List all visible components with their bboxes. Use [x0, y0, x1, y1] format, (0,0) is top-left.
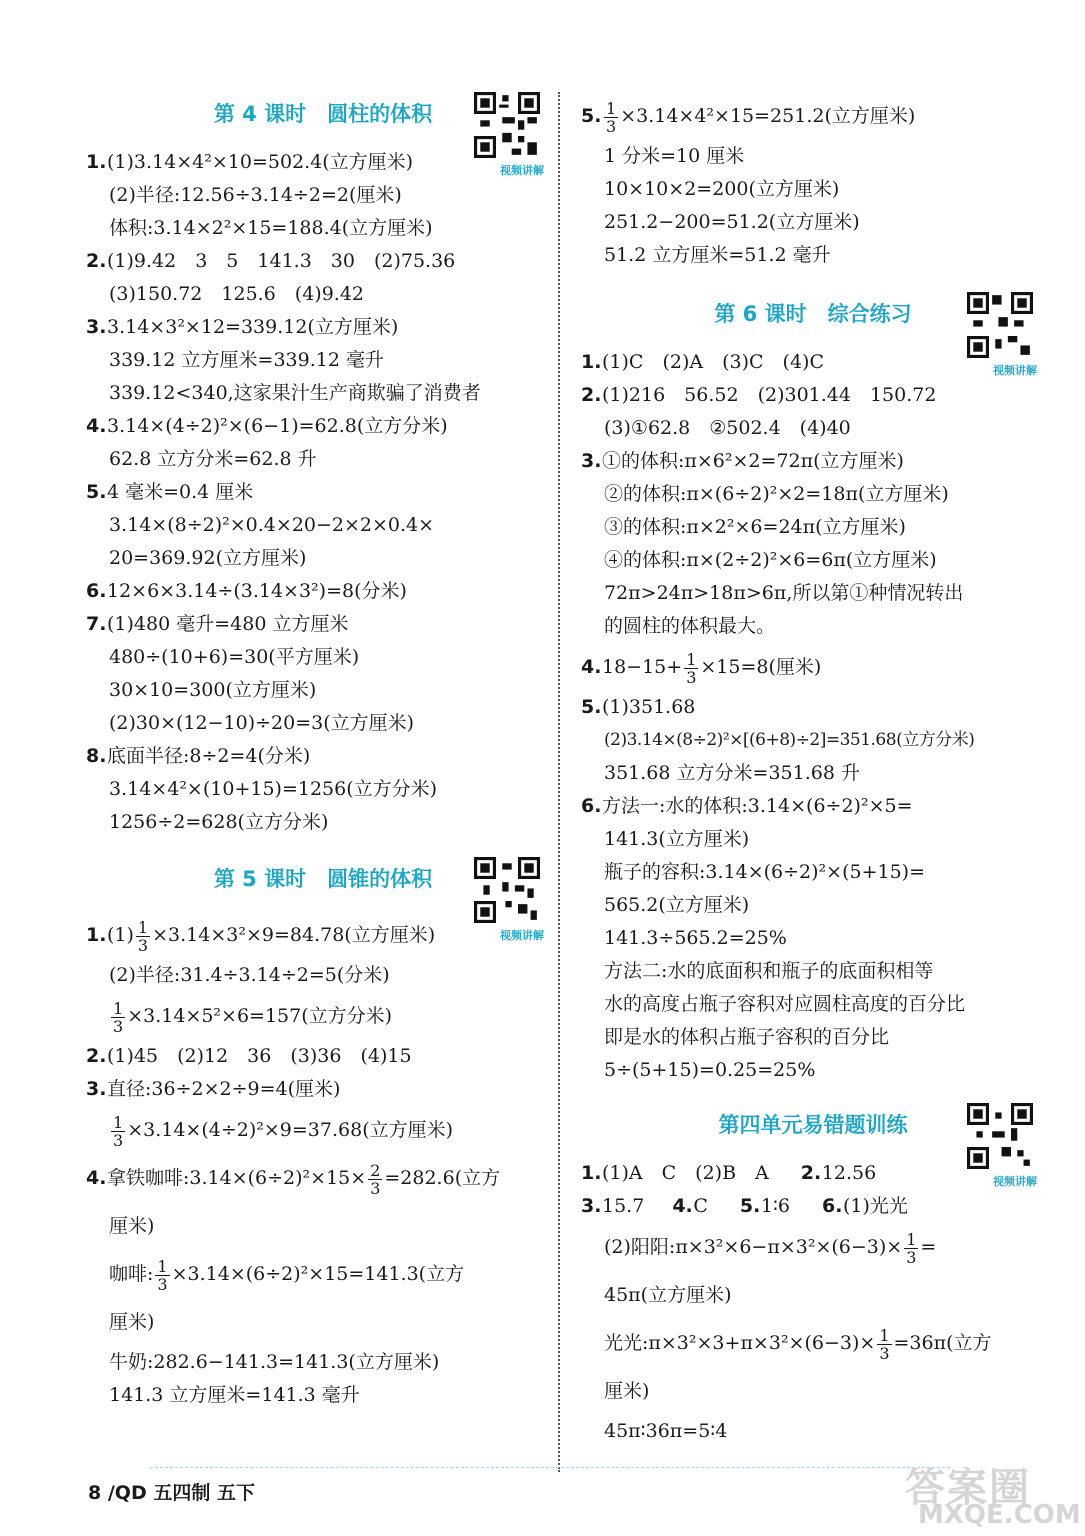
answer-line: 2.(1)45 (2)12 36 (3)36 (4)15 — [86, 1045, 412, 1067]
answer-line: 厘米) — [604, 1380, 650, 1402]
answer-line: 45π∶36π=5∶4 — [604, 1420, 728, 1442]
answer-line: (2)阳阳:π×3²×6−π×3²×(6−3)× $\frac{1}{3}$ = — [604, 1229, 937, 1267]
qr-label: 视频讲解 — [993, 364, 1037, 377]
answer-line: 1.(1)A C (2)B A 2.12.56 — [581, 1162, 877, 1184]
answer-line: ②的体积:π×(6÷2)²×2=18π(立方厘米) — [604, 483, 949, 505]
answer-line: 51.2 立方厘米=51.2 毫升 — [604, 244, 831, 266]
answer-line: 339.12<340,这家果汁生产商欺骗了消费者 — [109, 382, 481, 404]
answer-line: 3.15.7 4.C 5.1∶6 6.(1)光光 — [581, 1195, 908, 1217]
answer-line: 141.3(立方厘米) — [604, 828, 750, 850]
watermark-url: MXQE.COM — [918, 1500, 1081, 1530]
answer-line: $\frac{1}{3}$ ×3.14×5²×6=157(立方分米) — [113, 998, 393, 1036]
answer-line: 1256÷2=628(立方分米) — [109, 811, 329, 833]
answer-line: ③的体积:π×2²×6=24π(立方厘米) — [604, 516, 906, 538]
page-footer — [88, 1478, 255, 1505]
answer-line: 5.(1)351.68 — [581, 696, 696, 718]
section-heading-unit-4-errors: 第四单元易错题训练 视频讲解 — [583, 1091, 1043, 1157]
answer-line: 光光:π×3²×3+π×3²×(6−3)× $\frac{1}{3}$ =36π(立方 — [604, 1325, 992, 1363]
answer-line: 351.68 立方分米=351.68 升 — [604, 762, 860, 784]
section-heading-lesson-4: 第 4 课时 圆柱的体积 视频讲解 — [88, 80, 558, 146]
fraction: $\frac{1}{3}$ — [113, 998, 124, 1036]
qr-label: 视频讲解 — [500, 164, 544, 177]
qr-label: 视频讲解 — [993, 1175, 1037, 1188]
answer-line: 厘米) — [109, 1311, 155, 1333]
fraction: $\frac{1}{3}$ — [686, 649, 697, 687]
answer-line: 体积:3.14×2²×15=188.4(立方厘米) — [109, 217, 433, 239]
watermark-text: 答案圈 — [905, 1465, 1031, 1511]
answer-line: 6.12×6×3.14÷(3.14×3²)=8(分米) — [86, 580, 407, 602]
answer-line: 141.3 立方厘米=141.3 毫升 — [109, 1384, 360, 1406]
answer-line: 4.18−15+ $\frac{1}{3}$ ×15=8(厘米) — [581, 649, 822, 687]
qr-code-icon[interactable] — [967, 1103, 1033, 1169]
answer-line: 3.3.14×3²×12=339.12(立方厘米) — [86, 316, 399, 338]
footer-label: /QD 五四制 五下 — [107, 1482, 255, 1504]
answer-line: 瓶子的容积:3.14×(6÷2)²×(5+15)= — [604, 861, 926, 883]
answer-line: 10×10×2=200(立方厘米) — [604, 178, 840, 200]
answer-line: 1 分米=10 厘米 — [604, 145, 745, 167]
answer-line: 8.底面半径:8÷2=4(分米) — [86, 745, 311, 767]
answer-line: (2)30×(12−10)÷20=3(立方厘米) — [109, 712, 415, 734]
answer-line: 咖啡: $\frac{1}{3}$ ×3.14×(6÷2)²×15=141.3(立方 — [109, 1256, 465, 1294]
answer-line: 141.3÷565.2=25% — [604, 927, 787, 949]
answer-line: 牛奶:282.6−141.3=141.3(立方厘米) — [109, 1351, 440, 1373]
answer-line: 5÷(5+15)=0.25=25% — [604, 1059, 816, 1081]
answer-line: 的圆柱的体积最大。 — [604, 615, 776, 637]
answer-line: 1.(1)3.14×4²×10=502.4(立方厘米) — [86, 151, 414, 173]
answer-line: 45π(立方厘米) — [604, 1284, 732, 1306]
answer-line: 565.2(立方厘米) — [604, 894, 750, 916]
answer-line: 480÷(10+6)=30(平方厘米) — [109, 646, 360, 668]
answer-line: 20=369.92(立方厘米) — [109, 547, 307, 569]
answer-line: $\frac{1}{3}$ ×3.14×(4÷2)²×9=37.68(立方厘米) — [113, 1112, 454, 1150]
fraction: $\frac{1}{3}$ — [906, 1229, 917, 1267]
qr-code-icon[interactable] — [967, 292, 1033, 358]
answer-line: (3)①62.8 ②502.4 (4)40 — [604, 417, 851, 439]
section-heading-lesson-5: 第 5 课时 圆锥的体积 视频讲解 — [88, 845, 558, 911]
answer-line: 方法二:水的底面积和瓶子的底面积相等 — [604, 960, 934, 982]
answer-line: 1.(1)C (2)A (3)C (4)C — [581, 351, 824, 373]
answer-line: 4.3.14×(4÷2)²×(6−1)=62.8(立方分米) — [86, 415, 448, 437]
answer-line: 3.14×4²×(10+15)=1256(立方分米) — [109, 778, 438, 800]
answer-line: 7.(1)480 毫升=480 立方厘米 — [86, 613, 349, 635]
page-number: 8 — [88, 1482, 102, 1504]
answer-line: (2)3.14×(8÷2)²×[(6+8)÷2]=351.68(立方分米) — [604, 730, 975, 750]
answer-line: 3.①的体积:π×6²×2=72π(立方厘米) — [581, 450, 904, 472]
fraction: $\frac{2}{3}$ — [370, 1160, 381, 1198]
right-column — [583, 92, 1043, 1448]
answer-line: 1.(1) $\frac{1}{3}$ ×3.14×3²×9=84.78(立方厘米) — [86, 917, 436, 955]
fraction: $\frac{1}{3}$ — [137, 917, 149, 955]
answer-line: (2)半径:12.56÷3.14÷2=2(厘米) — [109, 184, 402, 206]
answer-line: 72π>24π>18π>6π,所以第①种情况转出 — [604, 582, 964, 604]
answer-line: 62.8 立方分米=62.8 升 — [109, 448, 317, 470]
answer-line: 251.2−200=51.2(立方厘米) — [604, 211, 860, 233]
answer-line: 5. $\frac{1}{3}$ ×3.14×4²×15=251.2(立方厘米) — [581, 98, 916, 136]
answer-line: ④的体积:π×(2÷2)²×6=6π(立方厘米) — [604, 549, 937, 571]
qr-label: 视频讲解 — [500, 929, 544, 942]
answer-line: 2.(1)216 56.52 (2)301.44 150.72 — [581, 384, 937, 406]
answer-line: (3)150.72 125.6 (4)9.42 — [109, 283, 365, 305]
qr-code-icon[interactable] — [474, 92, 540, 158]
qr-code-icon[interactable] — [474, 857, 540, 923]
answer-line: (2)半径:31.4÷3.14÷2=5(分米) — [109, 964, 390, 986]
answer-line: 339.12 立方厘米=339.12 毫升 — [109, 349, 384, 371]
fraction: $\frac{1}{3}$ — [606, 98, 617, 136]
answer-line: 30×10=300(立方厘米) — [109, 679, 317, 701]
answer-line: 4.拿铁咖啡:3.14×(6÷2)²×15× $\frac{2}{3}$ =282.6(立方 — [86, 1160, 501, 1198]
column-divider — [558, 92, 560, 1472]
answer-line: 6.方法一:水的体积:3.14×(6÷2)²×5= — [581, 795, 913, 817]
fraction: $\frac{1}{3}$ — [157, 1256, 168, 1294]
left-column — [88, 80, 558, 1412]
answer-line: 5.4 毫米=0.4 厘米 — [86, 481, 254, 503]
answer-line: 2.(1)9.42 3 5 141.3 30 (2)75.36 — [86, 250, 456, 272]
footer-rule — [150, 1467, 950, 1468]
fraction: $\frac{1}{3}$ — [879, 1325, 890, 1363]
answer-line: 即是水的体积占瓶子容积的百分比 — [604, 1026, 890, 1048]
answer-line: 3.直径:36÷2×2÷9=4(厘米) — [86, 1078, 341, 1100]
fraction: $\frac{1}{3}$ — [113, 1112, 124, 1150]
section-heading-lesson-6: 第 6 课时 综合练习 视频讲解 — [583, 280, 1043, 346]
answer-line: 厘米) — [109, 1215, 155, 1237]
answer-line: 3.14×(8÷2)²×0.4×20−2×2×0.4× — [109, 514, 435, 536]
answer-line: 水的高度占瓶子容积对应圆柱高度的百分比 — [604, 993, 966, 1015]
